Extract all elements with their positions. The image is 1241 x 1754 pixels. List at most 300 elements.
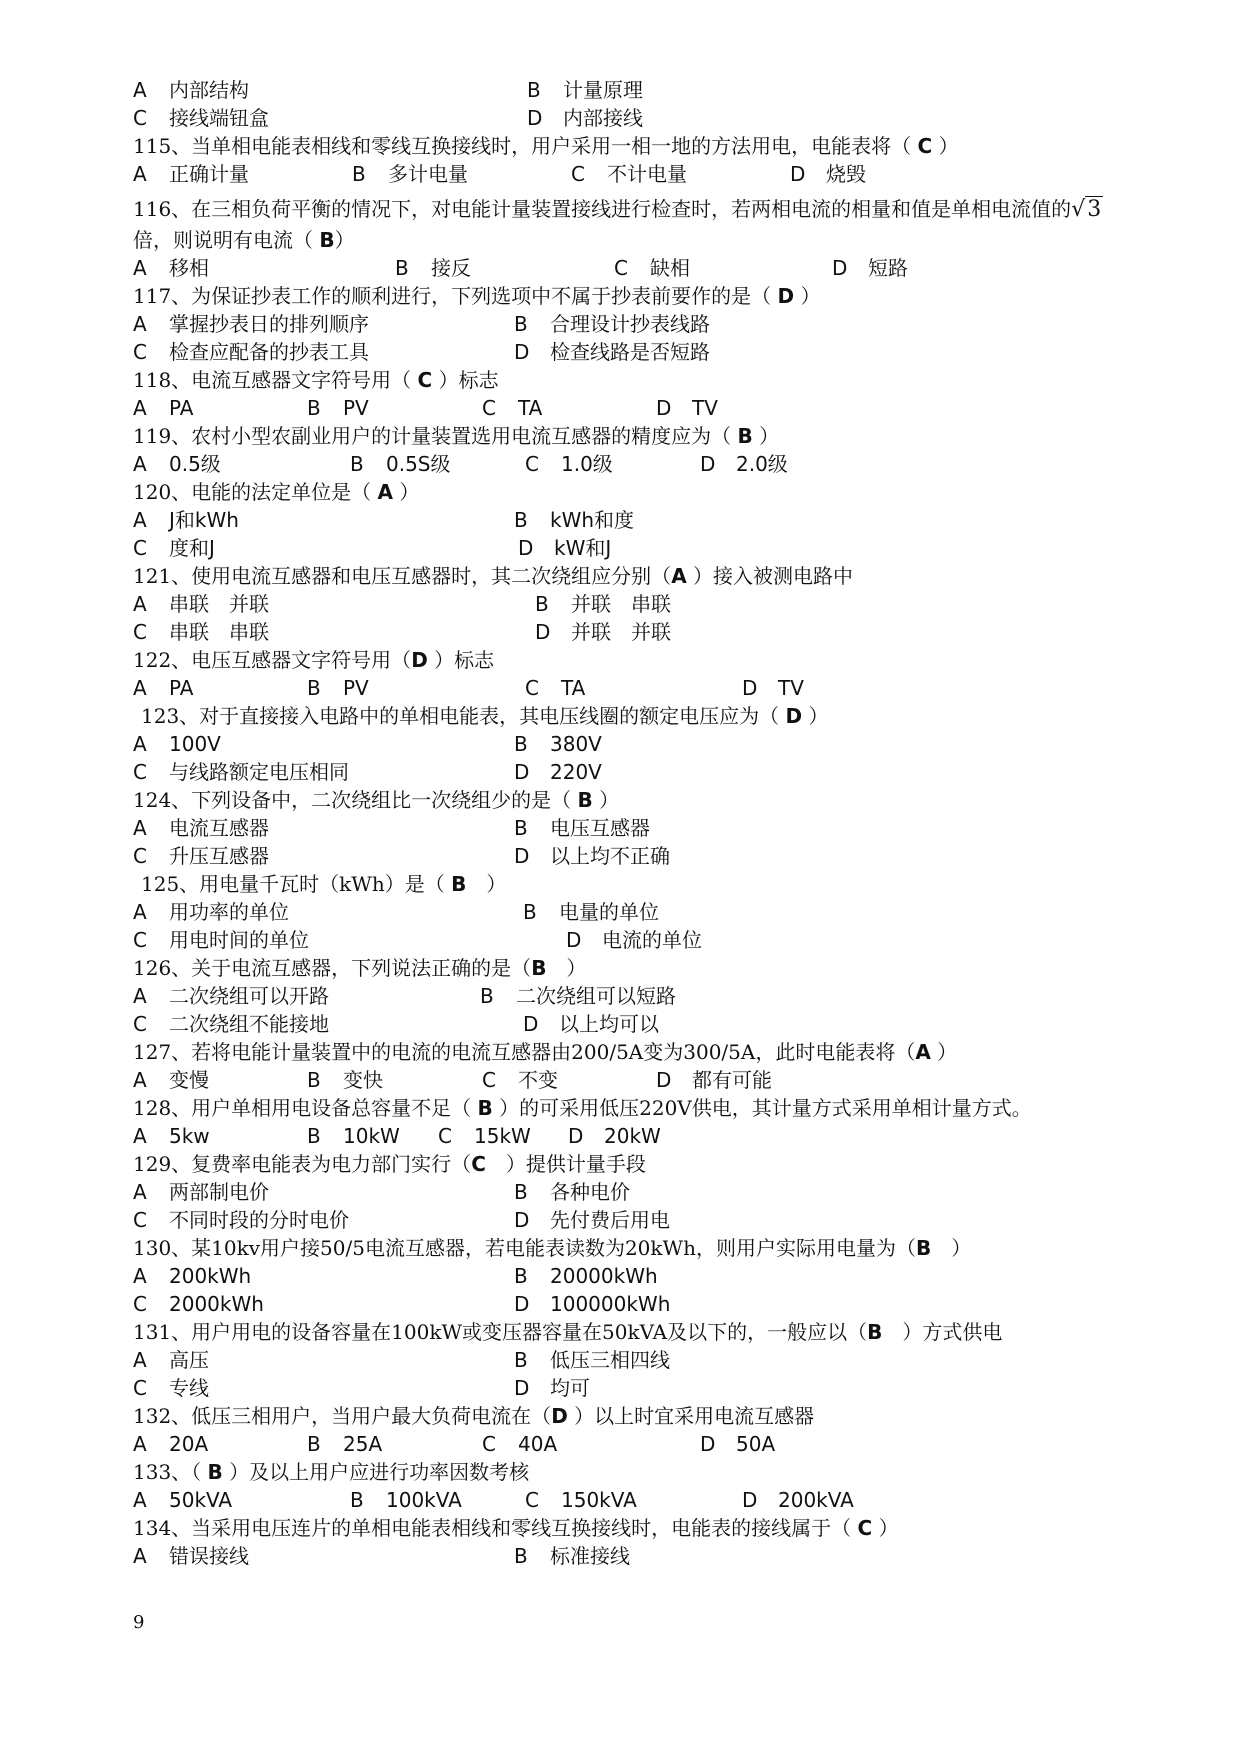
question-line <box>133 1514 899 1542</box>
option-letter: A <box>133 984 147 1008</box>
option-text: 电量的单位 <box>559 900 659 924</box>
question-text: 126、关于电流互感器，下列说法正确的是（ <box>133 956 532 980</box>
option-text: 5kw <box>169 1124 210 1148</box>
option-letter: C <box>438 1124 452 1148</box>
question-line <box>133 226 355 254</box>
option-text: 0.5级 <box>169 452 221 476</box>
option-letter: A <box>133 1432 147 1456</box>
option-text: 200kVA <box>778 1488 854 1512</box>
option-letter: B <box>350 452 364 476</box>
option-text: 20000kWh <box>550 1264 658 1288</box>
option-b <box>514 506 634 534</box>
option-b <box>514 1262 658 1290</box>
option-letter: A <box>133 676 147 700</box>
option-letter: C <box>525 676 539 700</box>
option-d <box>832 254 908 282</box>
option-d <box>700 450 788 478</box>
question-line <box>141 702 829 730</box>
option-c <box>438 1122 531 1150</box>
option-letter: B <box>350 1488 364 1512</box>
option-text: 用电时间的单位 <box>169 928 309 952</box>
option-letter: A <box>133 732 147 756</box>
option-a <box>133 1346 209 1374</box>
option-letter: D <box>527 106 543 130</box>
option-a <box>133 506 239 534</box>
answer-letter: B <box>577 788 593 812</box>
option-letter: C <box>133 928 147 952</box>
question-line <box>133 195 1103 223</box>
question-text: 128、用户单相用电设备总容量不足（ <box>133 1096 478 1120</box>
option-d <box>518 534 611 562</box>
option-letter: C <box>133 106 147 130</box>
question-text: 117、为保证抄表工作的顺利进行，下列选项中不属于抄表前要作的是（ <box>133 284 778 308</box>
option-text: 100kVA <box>386 1488 462 1512</box>
option-a <box>133 1430 208 1458</box>
option-letter: C <box>133 1208 147 1232</box>
option-letter: B <box>527 78 541 102</box>
option-letter: D <box>742 676 758 700</box>
option-c <box>571 160 687 188</box>
option-a <box>133 1542 249 1570</box>
option-c <box>133 534 215 562</box>
question-text-tail: ）标志 <box>427 648 495 672</box>
option-b <box>307 1122 400 1150</box>
option-text: 烧毁 <box>826 162 866 186</box>
option-letter: B <box>307 1432 321 1456</box>
option-text: 并联 并联 <box>571 620 671 644</box>
option-letter: D <box>514 844 530 868</box>
question-text: 133、（ <box>133 1460 208 1484</box>
option-c <box>133 104 269 132</box>
option-b <box>514 310 710 338</box>
option-c <box>133 338 369 366</box>
option-letter: C <box>525 1488 539 1512</box>
sqrt-symbol: √3 <box>1071 197 1102 222</box>
question-text-tail: ）提供计量手段 <box>485 1152 646 1176</box>
option-b <box>535 590 671 618</box>
question-text-tail: ） <box>592 788 620 812</box>
option-text: 标准接线 <box>550 1544 630 1568</box>
option-letter: A <box>133 508 147 532</box>
option-letter: D <box>514 1292 530 1316</box>
option-text: kW和J <box>554 536 612 560</box>
question-text-tail: ） <box>546 956 587 980</box>
option-text: 专线 <box>169 1376 209 1400</box>
question-line <box>133 786 619 814</box>
option-letter: D <box>518 536 534 560</box>
option-text: 二次绕组可以短路 <box>516 984 676 1008</box>
question-line <box>133 1318 1002 1346</box>
option-letter: B <box>307 676 321 700</box>
option-text: TA <box>561 676 586 700</box>
option-a <box>133 160 249 188</box>
option-text: 以上均不正确 <box>550 844 670 868</box>
option-text: 不变 <box>518 1068 558 1092</box>
option-text: 二次绕组可以开路 <box>169 984 329 1008</box>
option-text: 正确计量 <box>169 162 249 186</box>
option-letter: C <box>133 844 147 868</box>
option-text: 变慢 <box>169 1068 209 1092</box>
option-d <box>742 674 804 702</box>
option-b <box>307 394 369 422</box>
option-letter: B <box>307 1124 321 1148</box>
option-c <box>133 926 309 954</box>
question-line <box>133 1402 814 1430</box>
answer-letter: D <box>785 704 803 728</box>
option-text: 220V <box>550 760 602 784</box>
option-letter: B <box>514 1544 528 1568</box>
option-text: 内部接线 <box>563 106 643 130</box>
option-letter: C <box>482 396 496 420</box>
option-a <box>133 1178 269 1206</box>
option-letter: A <box>133 1124 147 1148</box>
option-text: 50A <box>736 1432 776 1456</box>
option-text: 错误接线 <box>169 1544 249 1568</box>
option-b <box>514 814 650 842</box>
question-text: 115、当单相电能表相线和零线互换接线时，用户采用一相一地的方法用电，电能表将（ <box>133 134 918 158</box>
answer-letter: B <box>737 424 753 448</box>
option-c <box>133 842 269 870</box>
option-text: 高压 <box>169 1348 209 1372</box>
option-text: 与线路额定电压相同 <box>169 760 349 784</box>
question-text-tail: ） <box>872 1516 899 1540</box>
answer-letter: B <box>867 1320 883 1344</box>
option-letter: D <box>700 452 716 476</box>
option-letter: B <box>514 508 528 532</box>
option-text: 多计电量 <box>388 162 468 186</box>
option-letter: B <box>523 900 537 924</box>
question-text: 122、电压互感器文字符号用（ <box>133 648 412 672</box>
option-letter: A <box>133 592 147 616</box>
option-text: 50kVA <box>169 1488 233 1512</box>
option-text: PA <box>169 676 194 700</box>
option-text: 20kW <box>604 1124 661 1148</box>
option-letter: D <box>742 1488 758 1512</box>
question-text-tail: ）接入被测电路中 <box>686 564 854 588</box>
answer-letter: B <box>531 956 547 980</box>
option-letter: B <box>307 1068 321 1092</box>
option-letter: D <box>514 760 530 784</box>
answer-letter: B <box>477 1096 493 1120</box>
option-d <box>514 1206 670 1234</box>
option-letter: A <box>133 816 147 840</box>
option-b <box>307 1066 383 1094</box>
option-a <box>133 76 249 104</box>
option-text: 不计电量 <box>607 162 687 186</box>
option-c <box>525 674 585 702</box>
option-a <box>133 450 221 478</box>
option-letter: C <box>133 760 147 784</box>
option-text: 接反 <box>431 256 471 280</box>
question-line <box>133 366 499 394</box>
answer-letter: C <box>417 368 433 392</box>
question-line <box>133 1458 529 1486</box>
option-d <box>742 1486 854 1514</box>
option-text: 电压互感器 <box>550 816 650 840</box>
option-text: 串联 并联 <box>169 592 269 616</box>
question-line <box>133 954 586 982</box>
option-a <box>133 590 269 618</box>
option-letter: A <box>133 1348 147 1372</box>
question-text: 132、低压三相用户，当用户最大负荷电流在（ <box>133 1404 552 1428</box>
option-a <box>133 898 289 926</box>
option-text: 两部制电价 <box>169 1180 269 1204</box>
option-text: 变快 <box>343 1068 383 1092</box>
option-d <box>514 338 710 366</box>
option-c <box>482 394 542 422</box>
option-letter: C <box>133 620 147 644</box>
option-letter: B <box>352 162 366 186</box>
option-d <box>523 1010 659 1038</box>
option-letter: C <box>614 256 628 280</box>
option-letter: C <box>482 1068 496 1092</box>
question-text-tail: ） <box>752 424 780 448</box>
option-letter: B <box>514 816 528 840</box>
option-text: 先付费后用电 <box>550 1208 670 1232</box>
option-text: 1.0级 <box>561 452 613 476</box>
question-text: 116、在三相负荷平衡的情况下，对电能计量装置接线进行检查时，若两相电流的相量和值是单相电流值的 <box>133 197 1072 221</box>
option-text: 以上均可以 <box>559 1012 659 1036</box>
option-letter: B <box>307 396 321 420</box>
option-c <box>133 1010 329 1038</box>
question-text-tail: ） <box>802 704 829 728</box>
option-text: 电流的单位 <box>602 928 702 952</box>
page-number: 9 <box>133 1612 145 1633</box>
question-text-tail: ）及以上用户应进行功率因数考核 <box>222 1460 530 1484</box>
option-letter: A <box>133 1180 147 1204</box>
option-a <box>133 674 193 702</box>
question-line <box>133 422 779 450</box>
option-text: 25A <box>343 1432 383 1456</box>
option-b <box>307 1430 382 1458</box>
option-letter: A <box>133 1544 147 1568</box>
option-d <box>700 1430 775 1458</box>
question-text-tail: ） <box>930 1040 958 1064</box>
option-text: TA <box>518 396 543 420</box>
option-c <box>133 1206 349 1234</box>
question-text: 127、若将电能计量装置中的电流的电流互感器由200/5A变为300/5A，此时电能表将（ <box>133 1040 916 1064</box>
option-a <box>133 394 193 422</box>
option-text: 200kWh <box>169 1264 252 1288</box>
option-d <box>514 842 670 870</box>
option-letter: D <box>832 256 848 280</box>
option-text: 用功率的单位 <box>169 900 289 924</box>
option-letter: B <box>514 1348 528 1372</box>
option-b <box>514 1178 630 1206</box>
option-text: 并联 串联 <box>571 592 671 616</box>
option-text: 2000kWh <box>169 1292 264 1316</box>
option-text: 计量原理 <box>563 78 643 102</box>
option-a <box>133 1122 210 1150</box>
option-letter: C <box>133 536 147 560</box>
option-c <box>482 1066 558 1094</box>
option-c <box>133 1290 264 1318</box>
question-text: 124、下列设备中，二次绕组比一次绕组少的是（ <box>133 788 578 812</box>
option-letter: B <box>514 312 528 336</box>
option-letter: B <box>514 1180 528 1204</box>
option-d <box>656 394 718 422</box>
option-c <box>614 254 690 282</box>
option-text: 10kW <box>343 1124 400 1148</box>
option-text: 缺相 <box>650 256 690 280</box>
option-c <box>482 1430 557 1458</box>
option-text: 都有可能 <box>692 1068 772 1092</box>
option-letter: C <box>133 1012 147 1036</box>
option-text: 均可 <box>550 1376 590 1400</box>
answer-letter: C <box>471 1152 486 1176</box>
option-text: 度和J <box>169 536 215 560</box>
question-line <box>133 1038 957 1066</box>
answer-letter: B <box>915 1236 932 1260</box>
option-text: 2.0级 <box>736 452 788 476</box>
option-a <box>133 730 221 758</box>
option-text: 内部结构 <box>169 78 249 102</box>
option-text: 各种电价 <box>550 1180 630 1204</box>
question-line <box>133 562 853 590</box>
option-letter: D <box>656 396 672 420</box>
answer-letter: C <box>857 1516 873 1540</box>
option-text: 0.5S级 <box>386 452 451 476</box>
option-letter: A <box>133 1264 147 1288</box>
option-letter: C <box>133 340 147 364</box>
option-letter: C <box>133 1292 147 1316</box>
question-text: 倍，则说明有电流（ <box>133 228 320 252</box>
option-letter: C <box>482 1432 496 1456</box>
option-d <box>656 1066 772 1094</box>
option-letter: A <box>133 900 147 924</box>
question-text-tail: ） <box>932 134 959 158</box>
answer-letter: B <box>319 228 335 252</box>
option-letter: C <box>525 452 539 476</box>
option-b <box>523 898 659 926</box>
option-letter: D <box>656 1068 672 1092</box>
option-c <box>133 758 349 786</box>
option-letter: D <box>700 1432 716 1456</box>
option-b <box>514 1542 630 1570</box>
option-a <box>133 254 209 282</box>
question-text: 121、使用电流互感器和电压互感器时，其二次绕组应分别（ <box>133 564 672 588</box>
option-text: PA <box>169 396 194 420</box>
question-text-tail: ） <box>794 284 821 308</box>
answer-letter: D <box>411 648 428 672</box>
option-d <box>514 758 602 786</box>
option-b <box>527 76 643 104</box>
option-letter: A <box>133 78 147 102</box>
option-letter: D <box>790 162 806 186</box>
option-text: 二次绕组不能接地 <box>169 1012 329 1036</box>
option-b <box>514 1346 670 1374</box>
option-letter: A <box>133 396 147 420</box>
option-d <box>527 104 643 132</box>
option-text: 低压三相四线 <box>550 1348 670 1372</box>
option-letter: B <box>514 1264 528 1288</box>
option-letter: B <box>395 256 409 280</box>
option-d <box>790 160 866 188</box>
option-text: 20A <box>169 1432 209 1456</box>
question-text: 131、用户用电的设备容量在100kW或变压器容量在50kVA及以下的，一般应以（ <box>133 1320 868 1344</box>
option-d <box>535 618 671 646</box>
question-text: 125、用电量千瓦时（kWh）是（ <box>141 872 452 896</box>
option-b <box>350 450 451 478</box>
option-d <box>568 1122 661 1150</box>
option-b <box>350 1486 462 1514</box>
question-text: 123、对于直接接入电路中的单相电能表，其电压线圈的额定电压应为（ <box>141 704 786 728</box>
question-line <box>133 1150 646 1178</box>
option-a <box>133 814 269 842</box>
question-text-tail: ）以上时宜采用电流互感器 <box>567 1404 815 1428</box>
question-line <box>133 282 821 310</box>
option-text: 380V <box>550 732 602 756</box>
option-letter: C <box>133 1376 147 1400</box>
option-text: 升压互感器 <box>169 844 269 868</box>
option-a <box>133 1486 232 1514</box>
option-d <box>514 1290 670 1318</box>
option-letter: A <box>133 162 147 186</box>
question-line <box>133 132 959 160</box>
option-a <box>133 982 329 1010</box>
sqrt-radicand: 3 <box>1087 197 1102 222</box>
question-text-tail: ）标志 <box>432 368 499 392</box>
question-line <box>133 1094 1032 1122</box>
question-text-tail: ）的可采用低压220V供电，其计量方式采用单相计量方式。 <box>492 1096 1032 1120</box>
option-text: 移相 <box>169 256 209 280</box>
option-letter: D <box>568 1124 584 1148</box>
option-text: 15kW <box>474 1124 531 1148</box>
option-b <box>480 982 676 1010</box>
option-letter: D <box>566 928 582 952</box>
question-line <box>133 478 419 506</box>
option-text: 检查应配备的抄表工具 <box>169 340 369 364</box>
answer-letter: C <box>917 134 933 158</box>
option-letter: B <box>535 592 549 616</box>
option-letter: A <box>133 1068 147 1092</box>
option-b <box>352 160 468 188</box>
question-text: 129、复费率电能表为电力部门实行（ <box>133 1152 472 1176</box>
option-letter: B <box>514 732 528 756</box>
option-text: PV <box>343 396 369 420</box>
option-text: 100000kWh <box>550 1292 671 1316</box>
answer-letter: A <box>377 480 394 504</box>
option-text: 串联 串联 <box>169 620 269 644</box>
question-text: 120、电能的法定单位是（ <box>133 480 378 504</box>
option-c <box>133 618 269 646</box>
option-b <box>514 730 602 758</box>
option-c <box>525 450 613 478</box>
option-c <box>525 1486 637 1514</box>
option-text: TV <box>692 396 718 420</box>
question-text: 134、当采用电压连片的单相电能表相线和零线互换接线时，电能表的接线属于（ <box>133 1516 858 1540</box>
question-text-tail: ） <box>466 872 507 896</box>
option-letter: A <box>133 312 147 336</box>
option-letter: D <box>514 1376 530 1400</box>
option-letter: A <box>133 256 147 280</box>
question-text: 130、某10kv用户接50/5电流互感器，若电能表读数为20kWh，则用户实际用电量为（ <box>133 1236 916 1260</box>
answer-letter: B <box>451 872 467 896</box>
option-text: 不同时段的分时电价 <box>169 1208 349 1232</box>
option-letter: D <box>514 1208 530 1232</box>
answer-letter: D <box>551 1404 568 1428</box>
question-line <box>133 646 494 674</box>
option-letter: A <box>133 1488 147 1512</box>
option-b <box>307 674 369 702</box>
option-text: 短路 <box>868 256 908 280</box>
question-text-tail: ） <box>393 480 420 504</box>
option-text: 电流互感器 <box>169 816 269 840</box>
option-text: 40A <box>518 1432 558 1456</box>
option-text: PV <box>343 676 369 700</box>
answer-letter: A <box>671 564 687 588</box>
option-text: 100V <box>169 732 221 756</box>
